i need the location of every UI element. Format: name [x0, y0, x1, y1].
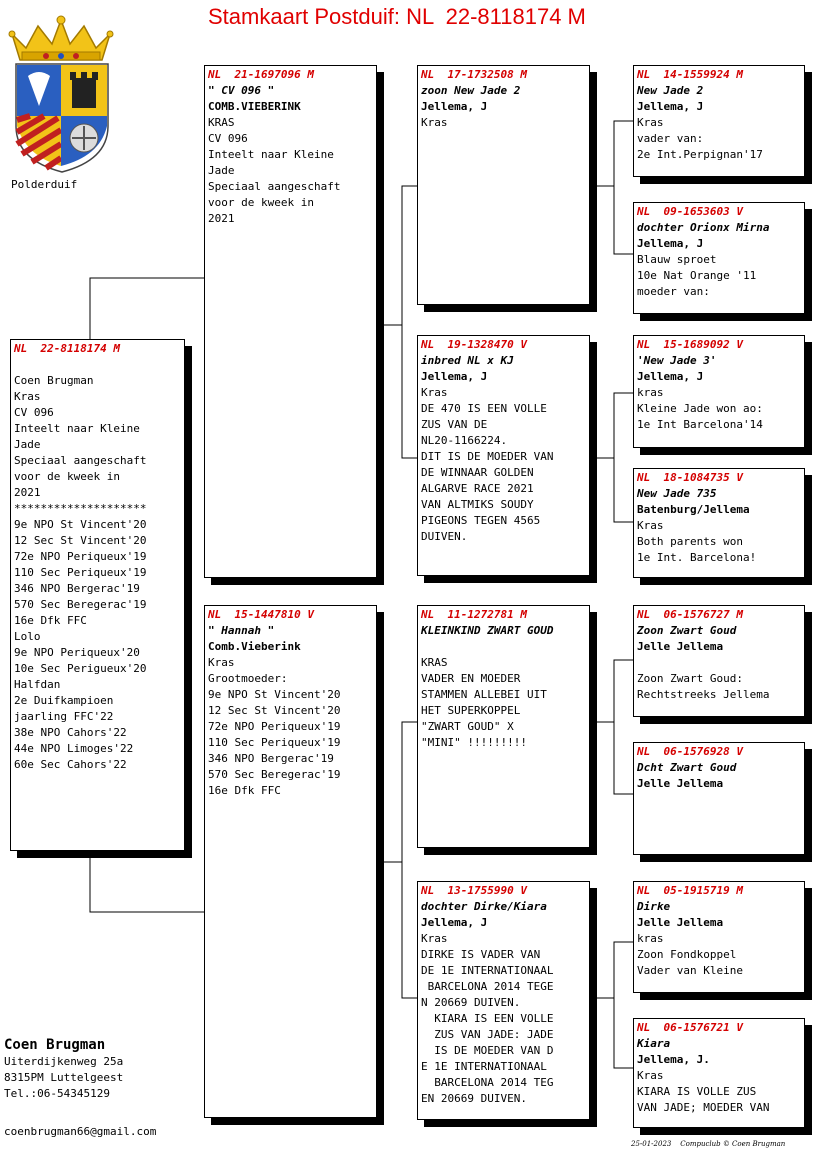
- pigeon-remark: 12 Sec St Vincent'20: [208, 704, 341, 717]
- pigeon-owner: Jellema, J: [421, 370, 488, 383]
- pigeon-remark: Kras: [421, 386, 448, 399]
- ring-number: NL 06-1576727 M: [637, 608, 743, 621]
- pigeon-card-grandsire-maternal[interactable]: [417, 605, 590, 848]
- pigeon-owner: Jellema, J: [637, 100, 704, 113]
- pigeon-remark: "ZWART GOUD" X: [421, 720, 514, 733]
- pigeon-remark: Rechtstreeks Jellema: [637, 688, 770, 701]
- pigeon-remark: vader van:: [637, 132, 704, 145]
- pigeon-remark: 570 Sec Beregerac'19: [208, 768, 341, 781]
- pigeon-remark: Vader van Kleine: [637, 964, 743, 977]
- ring-number: NL 19-1328470 V: [421, 338, 527, 351]
- breeder-phone: Tel.:06-54345129: [4, 1087, 110, 1100]
- breeder-name: Coen Brugman: [4, 1037, 106, 1053]
- ring-number: NL 15-1447810 V: [208, 608, 314, 621]
- pigeon-remark: Both parents won: [637, 535, 743, 548]
- pigeon-card-ggs-4[interactable]: [633, 881, 805, 993]
- ring-number: NL 14-1559924 M: [637, 68, 743, 81]
- page-title: Stamkaart Postduif: NL 22-8118174 M: [208, 4, 586, 29]
- pigeon-remark: kras: [637, 386, 664, 399]
- pigeon-remark: 12 Sec St Vincent'20: [14, 534, 147, 547]
- pigeon-remark: Kras: [14, 390, 41, 403]
- ring-number: NL 11-1272781 M: [421, 608, 527, 621]
- pigeon-remark: 2021: [14, 486, 41, 499]
- pigeon-remark: Speciaal aangeschaft: [14, 454, 147, 467]
- pigeon-name: New Jade 735: [637, 487, 717, 500]
- pigeon-card-granddam-maternal[interactable]: [417, 881, 590, 1120]
- pigeon-remark: Jade: [14, 438, 41, 451]
- pigeon-remark: KIARA IS EEN VOLLE: [421, 1012, 554, 1025]
- breeder-city: 8315PM Luttelgeest: [4, 1071, 124, 1084]
- pigeon-remark: voor de kweek in: [14, 470, 120, 483]
- pigeon-remark: 60e Sec Cahors'22: [14, 758, 127, 771]
- pigeon-remark: VAN JADE; MOEDER VAN: [637, 1101, 770, 1114]
- pigeon-remark: Kras: [421, 116, 448, 129]
- pigeon-remark: DIRKE IS VADER VAN: [421, 948, 541, 961]
- pigeon-card-ggs-3[interactable]: [633, 605, 805, 717]
- pigeon-name: dochter Orionx Mirna: [637, 221, 770, 234]
- pigeon-remark: VAN ALTMIKS SOUDY: [421, 498, 534, 511]
- pigeon-remark: ZUS VAN JADE: JADE: [421, 1028, 554, 1041]
- pigeon-remark: 72e NPO Periqueux'19: [14, 550, 147, 563]
- pigeon-remark: DE 1E INTERNATIONAAL: [421, 964, 554, 977]
- pigeon-card-ggs-2[interactable]: [633, 335, 805, 448]
- pigeon-owner: Jelle Jellema: [637, 916, 724, 929]
- pigeon-owner: Jelle Jellema: [637, 777, 724, 790]
- pigeon-remark: PIGEONS TEGEN 4565: [421, 514, 541, 527]
- pigeon-remark: 346 NPO Bergerac'19: [208, 752, 334, 765]
- ring-number: NL 22-8118174 M: [14, 342, 120, 355]
- pigeon-remark: KRAS: [208, 116, 235, 129]
- pigeon-card-ggd-1[interactable]: [633, 202, 805, 314]
- pigeon-remark: kras: [637, 932, 664, 945]
- pigeon-remark: DIT IS DE MOEDER VAN: [421, 450, 554, 463]
- pigeon-name: inbred NL x KJ: [421, 354, 514, 367]
- pigeon-name: dochter Dirke/Kiara: [421, 900, 547, 913]
- pigeon-owner: Batenburg/Jellema: [637, 503, 750, 516]
- pigeon-card-ggs-1[interactable]: [633, 65, 805, 177]
- pigeon-remark: VADER EN MOEDER: [421, 672, 521, 685]
- pigeon-remark: [637, 655, 801, 671]
- pigeon-card-ggd-2[interactable]: [633, 468, 805, 578]
- pigeon-remark: DE 470 IS EEN VOLLE: [421, 402, 547, 415]
- pigeon-remark: Zoon Zwart Goud:: [637, 672, 743, 685]
- pigeon-remark: Kleine Jade won ao:: [637, 402, 763, 415]
- pigeon-remark: 2e Int.Perpignan'17: [637, 148, 763, 161]
- pigeon-remark: 110 Sec Periqueux'19: [14, 566, 147, 579]
- pigeon-remark: IS DE MOEDER VAN D: [421, 1044, 554, 1057]
- pigeon-remark: 10e Nat Orange '11: [637, 269, 757, 282]
- ring-number: NL 09-1653603 V: [637, 205, 743, 218]
- pigeon-remark: ZUS VAN DE: [421, 418, 488, 431]
- pigeon-owner: [421, 639, 586, 655]
- pigeon-remark: 2021: [208, 212, 235, 225]
- pigeon-owner: COMB.VIEBERINK: [208, 100, 301, 113]
- pigeon-remark: Zoon Fondkoppel: [637, 948, 737, 961]
- pigeon-remark: 110 Sec Periqueux'19: [208, 736, 341, 749]
- ring-number: NL 06-1576928 V: [637, 745, 743, 758]
- pigeon-remark: Grootmoeder:: [208, 672, 288, 685]
- pigeon-remark: 16e Dfk FFC: [14, 614, 87, 627]
- pigeon-remark: Speciaal aangeschaft: [208, 180, 341, 193]
- pigeon-remark: DUIVEN.: [421, 530, 468, 543]
- pigeon-owner: Jellema, J: [637, 237, 704, 250]
- pigeon-name: KLEINKIND ZWART GOUD: [421, 624, 554, 637]
- pigeon-remark: E 1E INTERNATIONAAL: [421, 1060, 547, 1073]
- pigeon-owner: Jellema, J.: [637, 1053, 710, 1066]
- ring-number: NL 05-1915719 M: [637, 884, 743, 897]
- pigeon-remark: Kras: [637, 1069, 664, 1082]
- pigeon-card-grandsire-paternal[interactable]: [417, 65, 590, 305]
- pigeon-remark: DE WINNAAR GOLDEN: [421, 466, 534, 479]
- pigeon-remark: jaarling FFC'22: [14, 710, 114, 723]
- breeder-info: [4, 1036, 123, 1102]
- pigeon-remark: 16e Dfk FFC: [208, 784, 281, 797]
- ring-number: NL 15-1689092 V: [637, 338, 743, 351]
- pigeon-remark: Jade: [208, 164, 235, 177]
- pigeon-remark: Inteelt naar Kleine: [14, 422, 140, 435]
- pigeon-remark: Lolo: [14, 630, 41, 643]
- pigeon-remark: Inteelt naar Kleine: [208, 148, 334, 161]
- pigeon-name: Dirke: [637, 900, 671, 913]
- pigeon-name: " CV 096 ": [208, 84, 275, 97]
- footer-credit: 25-01-2023 Compuclub © Coen Brugman: [631, 1140, 786, 1148]
- ring-number: NL 18-1084735 V: [637, 471, 743, 484]
- pigeon-remark: BARCELONA 2014 TEGE: [421, 980, 554, 993]
- pigeon-remark: Kras: [421, 932, 448, 945]
- pigeon-remark: KIARA IS VOLLE ZUS: [637, 1085, 757, 1098]
- pigeon-name: " Hannah ": [208, 624, 275, 637]
- pigeon-name: Dcht Zwart Goud: [637, 761, 737, 774]
- pigeon-remark: moeder van:: [637, 285, 710, 298]
- pigeon-remark: 9e NPO Periqueux'20: [14, 646, 140, 659]
- pigeon-card-subject[interactable]: [10, 339, 185, 851]
- breeder-street: Uiterdijkenweg 25a: [4, 1055, 124, 1068]
- pigeon-name: 'New Jade 3': [637, 354, 717, 367]
- pigeon-owner: Comb.Vieberink: [208, 640, 301, 653]
- pigeon-remark: 9e NPO St Vincent'20: [208, 688, 341, 701]
- pigeon-remark: HET SUPERKOPPEL: [421, 704, 521, 717]
- pigeon-remark: 2e Duifkampioen: [14, 694, 114, 707]
- pigeon-remark: 570 Sec Beregerac'19: [14, 598, 147, 611]
- pigeon-remark: CV 096: [14, 406, 54, 419]
- pigeon-card-father[interactable]: [204, 65, 377, 578]
- pigeon-owner: Jellema, J: [637, 370, 704, 383]
- pigeon-remark: "MINI" !!!!!!!!!: [421, 736, 527, 749]
- pigeon-remark: 9e NPO St Vincent'20: [14, 518, 147, 531]
- pigeon-remark: ALGARVE RACE 2021: [421, 482, 534, 495]
- ring-number: NL 06-1576721 V: [637, 1021, 743, 1034]
- crest-label: Polderduif: [11, 178, 78, 191]
- pigeon-name: Kiara: [637, 1037, 671, 1050]
- pigeon-remark: Blauw sproet: [637, 253, 717, 266]
- ring-number: NL 17-1732508 M: [421, 68, 527, 81]
- ring-number: NL 21-1697096 M: [208, 68, 314, 81]
- pigeon-remark: 72e NPO Periqueux'19: [208, 720, 341, 733]
- breeder-email[interactable]: coenbrugman66@gmail.com: [4, 1125, 157, 1138]
- pigeon-remark: Coen Brugman: [14, 374, 94, 387]
- pigeon-remark: Kras: [637, 519, 664, 532]
- pigeon-remark: NL20-1166224.: [421, 434, 508, 447]
- pigeon-remark: voor de kweek in: [208, 196, 314, 209]
- pigeon-remark: 10e Sec Perigueux'20: [14, 662, 147, 675]
- pigeon-remark: BARCELONA 2014 TEG: [421, 1076, 554, 1089]
- pigeon-remark: CV 096: [208, 132, 248, 145]
- pigeon-owner: Jelle Jellema: [637, 640, 724, 653]
- pigeon-remark: ********************: [14, 502, 147, 515]
- pigeon-remark: 38e NPO Cahors'22: [14, 726, 127, 739]
- ring-number: NL 13-1755990 V: [421, 884, 527, 897]
- pigeon-owner: Jellema, J: [421, 100, 488, 113]
- pigeon-remark: Kras: [637, 116, 664, 129]
- pigeon-remark: 1e Int. Barcelona!: [637, 551, 757, 564]
- pigeon-name: zoon New Jade 2: [421, 84, 521, 97]
- pigeon-remark: N 20669 DUIVEN.: [421, 996, 521, 1009]
- pigeon-remark: 44e NPO Limoges'22: [14, 742, 134, 755]
- pigeon-name: New Jade 2: [637, 84, 704, 97]
- pigeon-remark: STAMMEN ALLEBEI UIT: [421, 688, 547, 701]
- pigeon-card-granddam-paternal[interactable]: [417, 335, 590, 576]
- pigeon-remark: 346 NPO Bergerac'19: [14, 582, 140, 595]
- pigeon-owner: Jellema, J: [421, 916, 488, 929]
- pigeon-remark: KRAS: [421, 656, 448, 669]
- pigeon-remark: Kras: [208, 656, 235, 669]
- pigeon-card-ggd-4[interactable]: [633, 1018, 805, 1128]
- pigeon-name: Zoon Zwart Goud: [637, 624, 737, 637]
- pigeon-remark: 1e Int Barcelona'14: [637, 418, 763, 431]
- pigeon-remark: Halfdan: [14, 678, 61, 691]
- pigeon-card-mother[interactable]: [204, 605, 377, 1118]
- pigeon-remark: [14, 357, 181, 373]
- pigeon-card-ggd-3[interactable]: [633, 742, 805, 855]
- pigeon-remark: EN 20669 DUIVEN.: [421, 1092, 527, 1105]
